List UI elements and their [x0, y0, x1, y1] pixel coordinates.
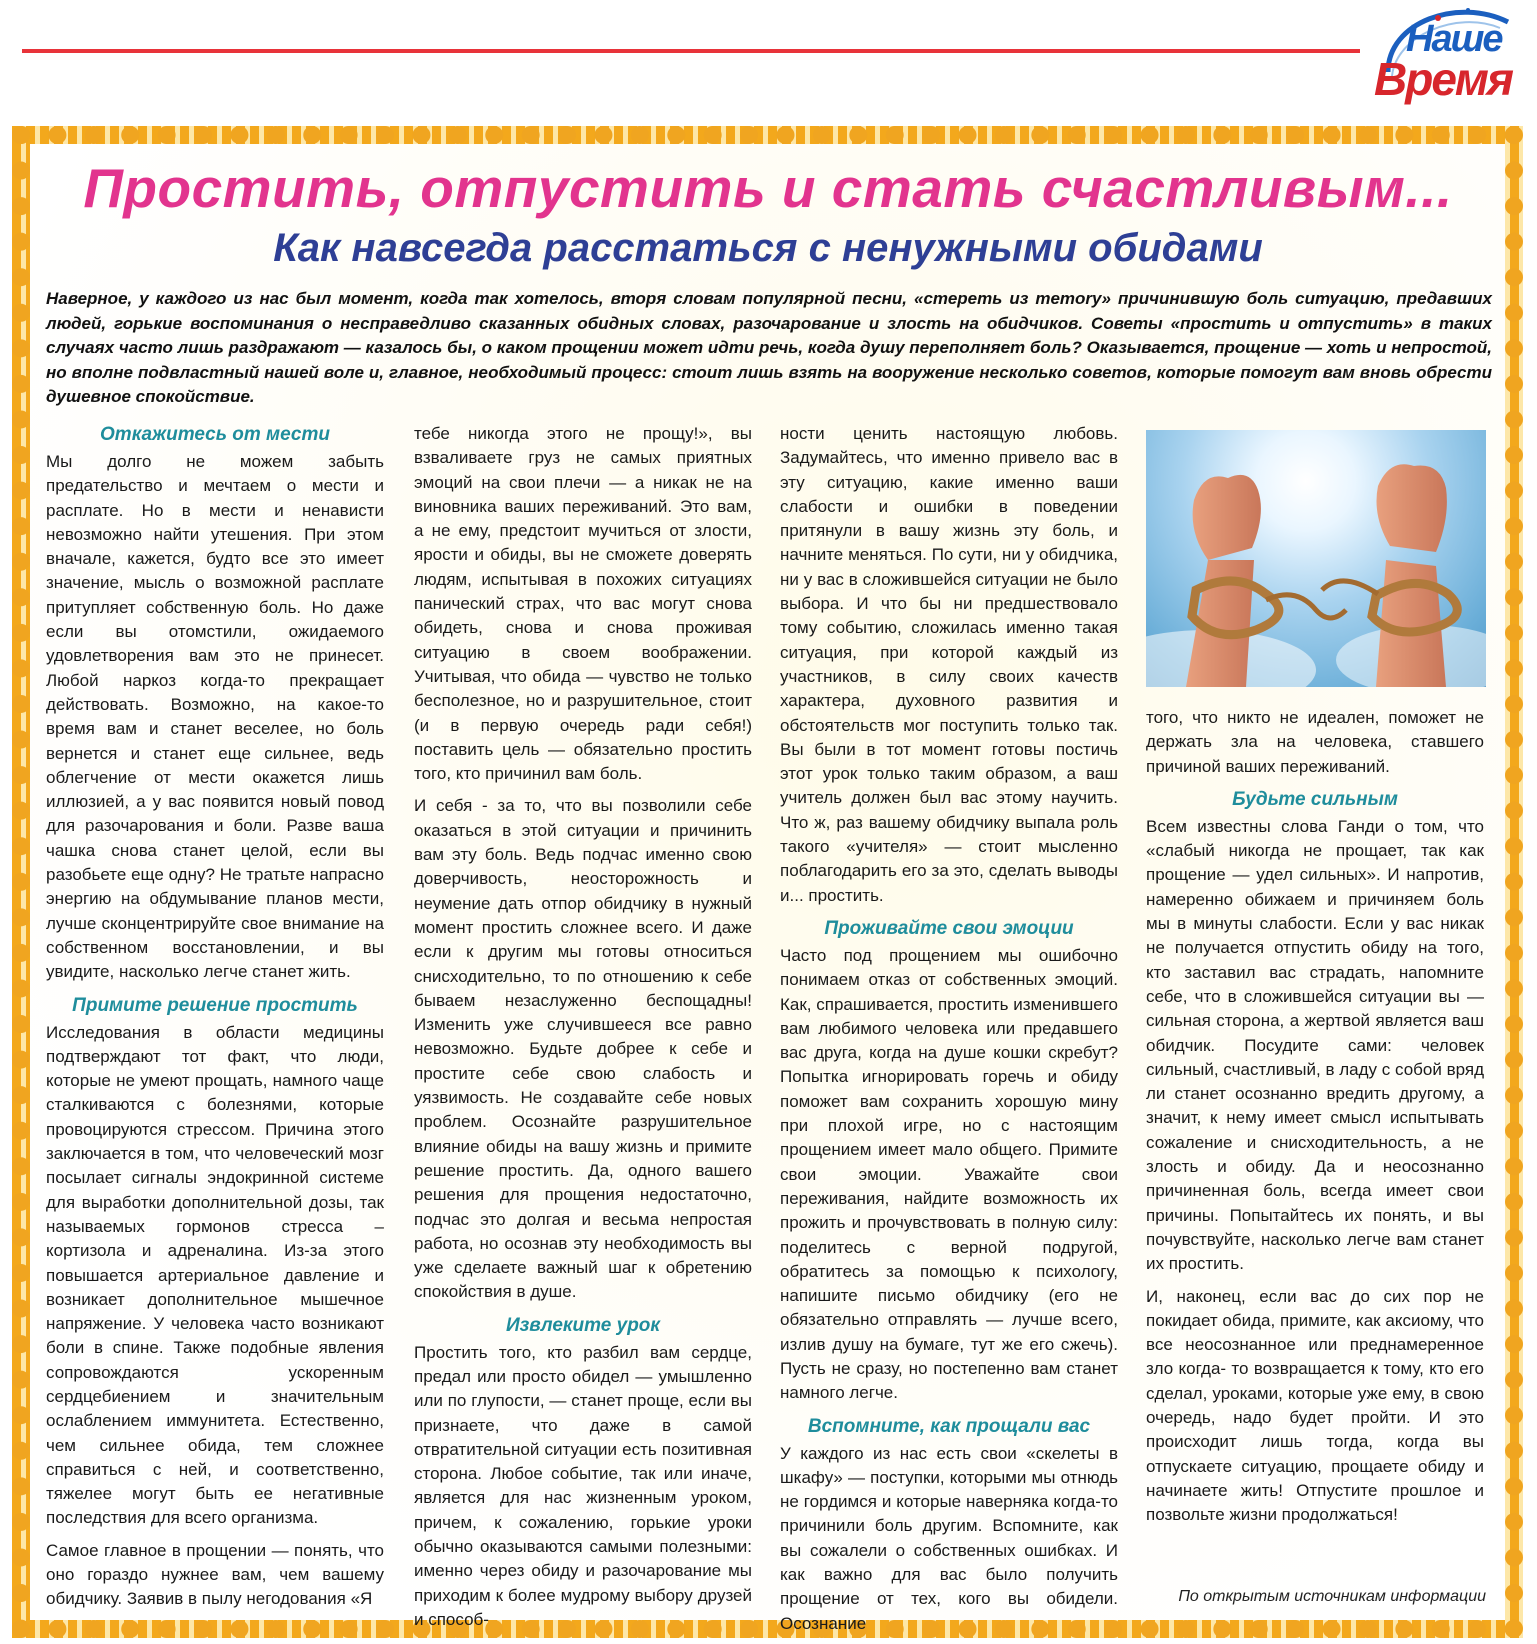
paragraph: Самое главное в прощении — понять, что оно гораздо нужнее вам, чем вашему обидчику. Заявив в пылу негодования «Я: [46, 1540, 384, 1609]
paragraph: У каждого из нас есть свои «скелеты в шкафу» — поступки, которыми мы отнюдь не гордимся и которые наверняка когда-то причинили боль другим. Вспомните, как вы сожалели о собственных ошибках. И как важно для вас было получить прощение от тех, кого вы обидели. Осознание: [780, 1443, 1118, 1633]
paragraph: того, что никто не идеален, поможет не держать зла на человека, ставшего причиной ваших переживаний.: [1146, 708, 1484, 776]
column-4: [1146, 706, 1484, 1536]
logo-word-1: Наше: [1406, 18, 1502, 60]
section-heading-revenge: Откажитесь от мести: [100, 424, 330, 445]
paragraph: Исследования в области медицины подтверждают тот факт, что люди, которые не умеют прощать, намного чаще сталкиваются с болезнями, которые провоцируются стрессом. Причина этого заключается в том, что человеческий мозг посылает сигналы эндокринной системе для выработки дополнительной дозы, так называемых гормонов стресса – кортизола и адреналина. Из-за этого повышается артериальное давление и возникает дополнительное мышечное напряжение. У человека часто возникают боли в спине. Также подобные явления сопровождаются ускоренным сердцебиением и значительным ослаблением иммунитета. Естественно, чем сильнее обида, тем сложнее справиться с ней, и соответственно, тяжелее могут быть ее негативные последствия для всего организма.: [46, 1022, 384, 1528]
top-rule: [22, 49, 1360, 53]
newspaper-logo: [1368, 2, 1524, 114]
paragraph: Мы долго не можем забыть предательство и мечтаем о мести и расплате. Но в мести и ненависти невозможно найти утешения. При этом вначале, кажется, будто все это имеет значение, мысль о возможной расплате притупляет собственную боль. Но даже если вы отомстили, ожидаемого удовлетворения вам это не принесет. Любой наркоз когда-то прекращает действовать. Возможно, на какое-то время вам и станет веселее, но боль вернется и станет еще сильнее, ведь облегчение от мести окажется лишь иллюзией, а у вас появится новый повод для разочарования и боли. Разве ваша чашка снова станет целой, если вы разобьете еще одну? Не тратьте напрасно энергию на обдумывание планов мести, лучше сконцентрируйте свое внимание на собственном восстановлении, и вы увидите, насколько легче станет жить.: [46, 452, 384, 982]
paragraph: Простить того, кто разбил вам сердце, предал или просто обидел — умышленно или по глупости, — станет проще, если вы признаете, что даже в самой отвратительной ситуации есть позитивная сторона. Любое событие, так или иначе, является для нас жизненным уроком, причем, к сожалению, горькие уроки обычно оказываются самыми полезными: именно через обиду и разочарование мы приходим к более мудрому выбору друзей и способ-: [414, 1342, 752, 1629]
section-heading-decide: Примите решение простить: [72, 994, 358, 1016]
raised-fists-broken-rope-icon: [1146, 430, 1486, 687]
source-credit: По открытым источникам информации: [1178, 1588, 1486, 1605]
paragraph: И себя - за то, что вы позволили себе оказаться в этой ситуации и причинить вам эту боль. Ведь подчас именно свою доверчивость, неосторожность и неумение дать отпор обидчику в нужный момент простить сложнее всего. И даже если к другим мы готовы относиться снисходительно, то по отношению к себе бываем незаслуженно беспощадны! Изменить уже случившееся все равно невозможно. Будьте добрее к себе и простите себе свою слабость и уязвимость. Не создавайте себе новых проблем. Осознайте разрушительное влияние обиды на вашу жизнь и примите решение простить. Да, одного вашего решения для прощения недостаточно, подчас это долгая и весьма непростая работа, но осознав эту необходимость вы уже сделаете важный шаг к обретению спокойствия в душе.: [414, 796, 752, 1302]
column-3: [780, 422, 1118, 1644]
subheadline: Как навсегда расстаться с ненужными обидами: [273, 226, 1263, 270]
column-2: [414, 422, 752, 1640]
column-1: [46, 422, 384, 1620]
section-heading-emotions: Проживайте свои эмоции: [824, 917, 1074, 939]
paragraph: Всем известны слова Ганди о том, что «слабый никогда не прощает, так как прощение — удел сильных». И напротив, намеренно обижаем и причиняем боль мы в минуты слабости. Если у вас никак не получается отпустить обиду на того, кто заставил вас страдать, напомните себе, что в сложившейся ситуации вы — сильная сторона, а жертвой является ваш обидчик. Посудите сами: человек сильный, счастливый, в ладу с собой вряд ли станет осознанно вредить другому, а значит, к нему имеет смысл испытывать сожаление и снисходительность, а не злость и обиду. Да и неосознанно причиненная боль, всегда имеет свои причины. Попытайтесь их понять, и вы почувствуйте, насколько легче вам станет их простить.: [1146, 816, 1484, 1274]
section-heading-lesson: Извлеките урок: [505, 1314, 661, 1336]
logo-word-2: Время: [1374, 53, 1513, 105]
photo: [1146, 430, 1486, 687]
section-heading-remember: Вспомните, как прощали вас: [807, 1415, 1091, 1437]
paragraph: И, наконец, если вас до сих пор не покидает обида, примите, как аксиому, что все неосознанное или преднамеренное зло когда- то возвращается к тому, кто его сделал, уроками, которые уже ему, в свою очередь, надо будет пройти. И это происходит лишь тогда, когда вы отпускаете ситуацию, прощаете обиду и начинаете жить! Отпустите прошлое и позвольте жизни продолжаться!: [1146, 1286, 1484, 1525]
section-heading-strong: Будьте сильным: [1232, 788, 1398, 810]
headline: Простить, отпустить и стать счастливым...: [83, 157, 1453, 219]
paragraph: тебе никогда этого не прощу!», вы взваливаете груз не самых приятных эмоций на свои плечи — а никак не на виновника ваших переживаний. Это вам, а не ему, предстоит мучиться от злости, ярости и обиды, вы не сможете доверять людям, испытывая в похожих ситуациях панический страх, что вас могут снова обидеть, снова и снова проживая ситуацию в своем воображении. Учитывая, что обида — чувство не только бесполезное, но и разрушительное, стоит (и в первую очередь ради себя!) поставить цель — обязательно простить того, кто причинил вам боль.: [414, 424, 752, 784]
paragraph: ности ценить настоящую любовь. Задумайтесь, что именно привело вас в эту ситуацию, какие именно ваши слабости и ошибки в поведении притянули в вашу жизнь эту боль, и начните меняться. По сути, ни у обидчика, ни у вас в сложившейся ситуации не было выбора. И что бы ни предшествовало тому событию, сложилась именно такая ситуация, при которой каждый из участников, в силу своих качеств характера, духовного развития и обстоятельств мог поступить только так. Вы были в тот момент готовы постичь этот урок только таким образом, а ваш учитель должен был вас этому научить. Что ж, раз вашему обидчику выпала роль такого «учителя» — стоит мысленно поблагодарить его за это, сделать выводы и... простить.: [780, 424, 1118, 905]
lead-paragraph: Наверное, у каждого из нас был момент, когда так хотелось, вторя словам популярной песни, «стереть из memory» причинившую боль ситуацию, предавших людей, горькие воспоминания о несправедливо сказанных обидных словах, разочарование и злость на обидчиков. Советы «простить и отпустить» в таких случаях часто лишь раздражают — казалось бы, о каком прощении может идти речь, когда душу переполняет боль? Оказывается, прощение — хоть и непростой, но вполне подвластный нашей воле и, главное, необходимый процесс: стоит лишь взять на вооружение несколько советов, которые помогут вам вновь обрести душевное спокойствие.: [46, 289, 1492, 406]
paragraph: Часто под прощением мы ошибочно понимаем отказ от собственных эмоций. Как, спрашивается, простить изменившего вам любимого человека или предавшего вас друга, когда на душе кошки скребут? Попытка игнорировать горечь и обиду поможет вам сохранить хорошую мину при плохой игре, но с настоящим прощением имеет мало общего. Примите свои эмоции. Уважайте свои переживания, найдите возможность их прожить и прочувствовать в полную силу: поделитесь с верной подругой, обратитесь за помощью к психологу, напишите письмо обидчику (его не обязательно отправлять — лучше всего, излив душу на бумаге, тут же его сжечь). Пусть не сразу, но постепенно вам станет намного легче.: [780, 945, 1118, 1403]
